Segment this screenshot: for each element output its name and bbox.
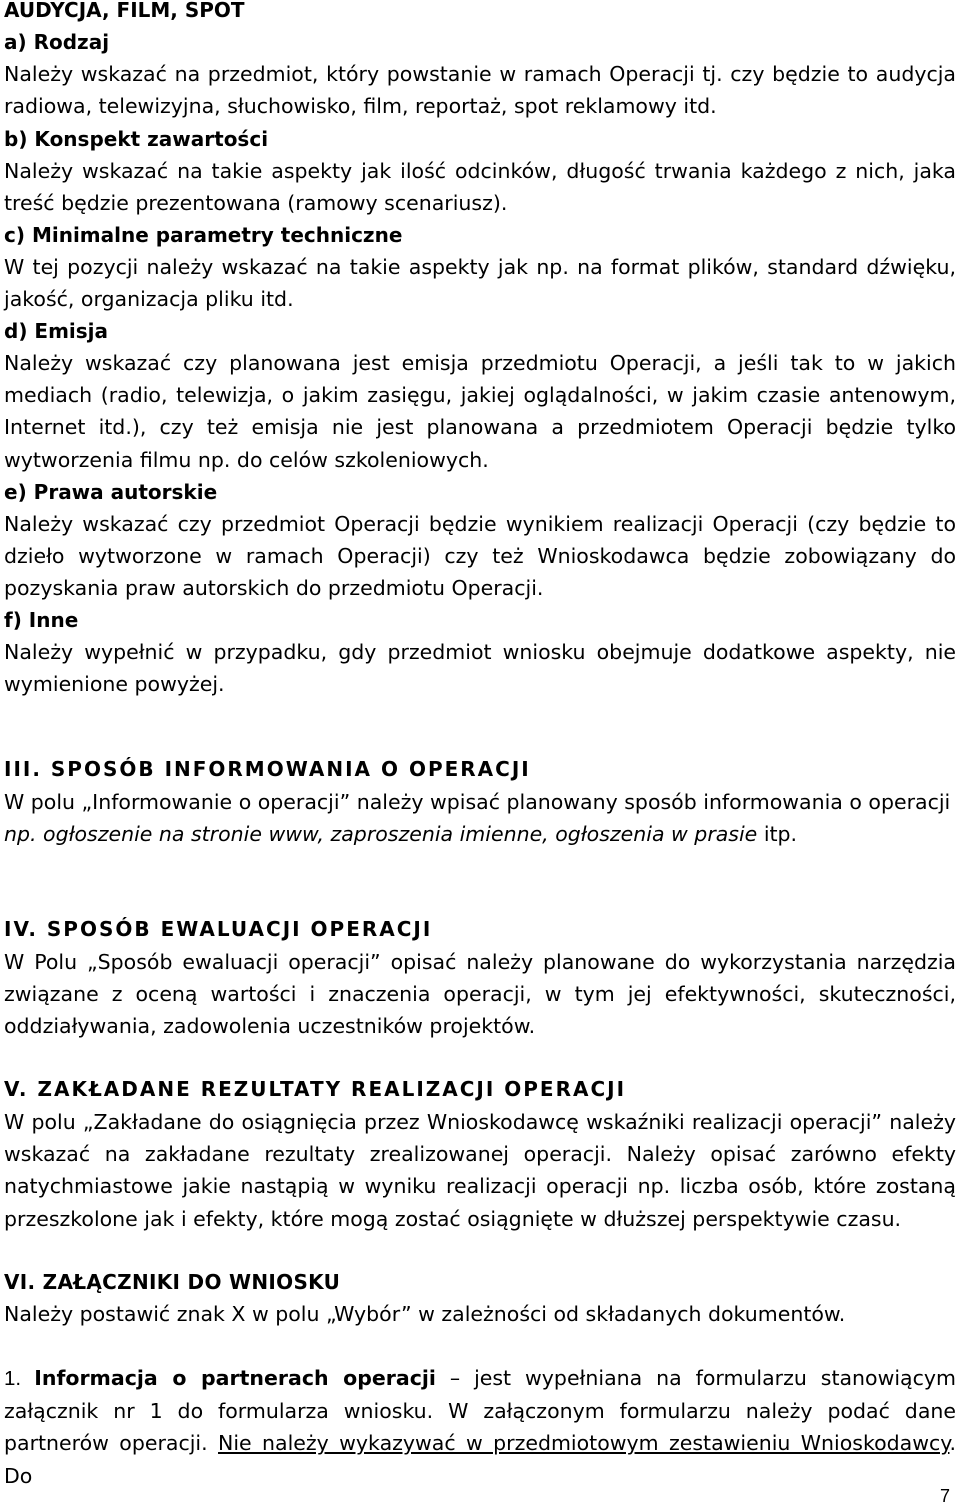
list-item-informacja-o-partnerach [4, 1362, 956, 1492]
heading-konspekt: b) Konspekt zawartości [4, 127, 269, 151]
paragraph-ewaluacja: W Polu „Sposób ewaluacji operacji” opisać należy planowane do wykorzystania narzędzia związane z oceną wartości i znaczenia operacji, w tym jej efektywności, skuteczności, oddziaływania, zadowolenia uczestników projektów. [4, 950, 956, 1039]
paragraph-konspekt: Należy wskazać na takie aspekty jak ilość odcinków, długość trwania każdego z nich, jaka treść będzie prezentowana (ramowy scenariusz). [4, 159, 956, 216]
heading-emisja: d) Emisja [4, 319, 109, 343]
paragraph-prawa-autorskie: Należy wskazać czy przedmiot Operacji będzie wynikiem realizacji Operacji (czy będzie to dzieło wytworzone w ramach Operacji) czy też Wnioskodawca będzie zobowiązany do pozyskania praw autorskich do przedmiotu Operacji. [4, 512, 956, 601]
list-item-title: Informacja o partnerach operacji [34, 1366, 436, 1390]
list-item-number: 1. [4, 1367, 35, 1390]
page-number: 7 [940, 1486, 951, 1506]
section-title-zalaczniki: VI. ZAŁĄCZNIKI DO WNIOSKU [4, 1270, 341, 1294]
heading-rodzaj: a) Rodzaj [4, 30, 110, 54]
list-item-text: – jest wypełniana na formularzu stanowiącym załącznik nr 1 do formularza wniosku. W załączonym formularzu należy podać dane partnerów operacji. [4, 1366, 956, 1456]
paragraph-emisja: Należy wskazać czy planowana jest emisja przedmiotu Operacji, a jeśli tak to w jakich mediach (radio, telewizja, o jakim zasięgu, jakiej oglądalności, w jakim czasie antenowym, Internet itd.), czy też emisja nie jest planowana a przedmiotem Operacji będzie tylko wytworzenia filmu np. do celów szkoleniowych. [4, 351, 956, 472]
paragraph-inne: Należy wypełnić w przypadku, gdy przedmiot wniosku obejmuje dodatkowe aspekty, nie wymienione powyżej. [4, 640, 956, 697]
heading-prawa-autorskie: e) Prawa autorskie [4, 480, 218, 504]
section-title-ewaluacja: IV. SPOSÓB EWALUACJI OPERACJI [4, 917, 433, 941]
heading-parametry: c) Minimalne parametry techniczne [4, 223, 403, 247]
section-title-informowanie: III. SPOSÓB INFORMOWANIA O OPERACJI [4, 757, 531, 781]
informowanie-examples: np. ogłoszenie na stronie www, zaproszenia imienne, ogłoszenia w prasie [4, 822, 758, 847]
list-item-underlined-note: Nie należy wykazywać w przedmiotowym zestawieniu Wnioskodawcy [218, 1431, 950, 1456]
paragraph-parametry: W tej pozycji należy wskazać na takie aspekty jak np. na format plików, standard dźwięku, jakość, organizacja pliku itd. [4, 255, 956, 312]
list-item-tail: . Do [4, 1431, 956, 1488]
section-title-rezultaty: V. ZAKŁADANE REZULTATY REALIZACJI OPERACJI [4, 1077, 627, 1101]
informowanie-tail: itp. [757, 822, 798, 847]
paragraph-informowanie [4, 786, 956, 850]
paragraph-zalaczniki: Należy postawić znak X w polu „Wybór” w zależności od składanych dokumentów. [4, 1302, 846, 1326]
page-title: AUDYCJA, FILM, SPOT [4, 0, 245, 22]
informowanie-text: W polu „Informowanie o operacji” należy wpisać planowany sposób informowania o operacji [4, 790, 951, 814]
paragraph-rodzaj: Należy wskazać na przedmiot, który powstanie w ramach Operacji tj. czy będzie to audycja radiowa, telewizyjna, słuchowisko, film, reportaż, spot reklamowy itd. [4, 62, 956, 119]
paragraph-rezultaty: W polu „Zakładane do osiągnięcia przez Wnioskodawcę wskaźniki realizacji operacji” należy wskazać na zakładane rezultaty zrealizowanej operacji. Należy opisać zarówno efekty natychmiastowe jakie nastąpią w wyniku realizacji operacji np. liczba osób, które zostaną przeszkolone jak i efekty, które mogą zostać osiągnięte w dłuższej perspektywie czasu. [4, 1110, 956, 1231]
heading-inne: f) Inne [4, 608, 79, 632]
